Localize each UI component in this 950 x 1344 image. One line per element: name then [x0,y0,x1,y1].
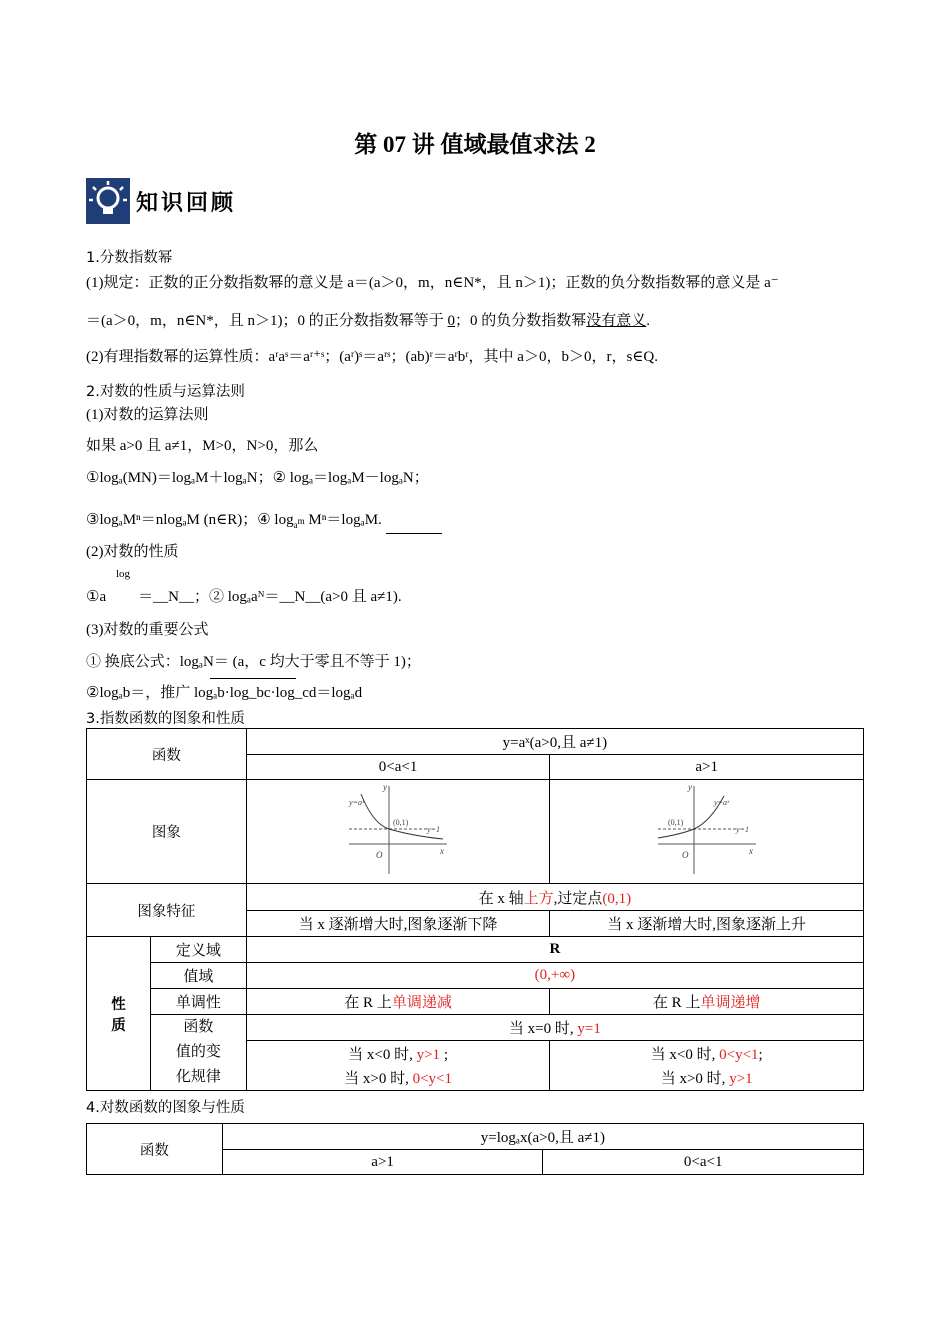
log-case-2: 0<a<1 [543,1150,864,1175]
line-label: y=1 [427,825,441,834]
curve-label: y=aˣ [713,798,729,807]
s3-heading: 3.指数函数的图象和性质 [86,711,245,727]
graph-label: 图象 [87,780,247,884]
graph-increasing [550,780,864,884]
s2-sub3: (3)对数的重要公式 [86,622,209,638]
s2-sub1: (1)对数的运算法则 [86,407,209,423]
mono-2: 在 R 上单调递增 [550,989,864,1015]
axis-y-label: y [687,782,692,792]
s2-rule1: ①logₐ(MN)＝logₐM＋logₐN；② logₐ＝logₐM－logₐN； [86,470,429,486]
fv-label: 函数 值的变 化规律 [150,1015,246,1091]
feature-label: 图象特征 [87,884,247,937]
log-case-1: a>1 [222,1150,543,1175]
func-def: y=aˣ(a>0,且 a≠1) [246,729,863,755]
domain-value: R [246,937,863,963]
mono-label: 单调性 [150,989,246,1015]
domain-label: 定义域 [150,937,246,963]
blank-line [386,533,442,534]
func-label: 函数 [87,729,247,780]
s2-sub2: (2)对数的性质 [86,544,179,560]
feature-2: 当 x 逐渐增大时,图象逐渐上升 [550,911,864,937]
fv-common: 当 x=0 时, y=1 [246,1015,863,1041]
fv-2a: 当 x<0 时, 0<y<1; [550,1041,864,1066]
axis-y-label: y [383,782,388,792]
mono-1: 在 R 上单调递减 [246,989,550,1015]
s2-heading: 2.对数的性质与运算法则 [86,384,245,400]
feature-common: 在 x 轴上方,过定点(0,1) [246,884,863,911]
curve-label: y=aˣ [349,798,365,807]
decreasing-exp-graph [343,780,453,878]
range-label: 值域 [150,963,246,989]
s1-heading: 1.分数指数幂 [86,250,173,266]
fv-2b: 当 x>0 时, y>1 [550,1066,864,1091]
s1-p1a: (1)规定：正数的正分数指数幂的意义是 a＝(a＞0，m，n∈N*，且 n＞1)；正数的负分数指数幂的意义是 a⁻ [86,275,779,291]
axis-x-label: x [748,846,753,856]
fv-1b: 当 x>0 时, 0<y<1 [246,1066,550,1091]
point-label: (0,1) [667,818,684,827]
increasing-exp-graph [652,780,762,878]
origin-label: O [376,850,383,860]
point-label: (0,1) [393,818,409,827]
prop-label: 性 质 [87,937,151,1091]
s1-p1b: ＝(a＞0，m，n∈N*，且 n＞1)；0 的正分数指数幂等于 0；0 的负分数指数幂没有意义. [86,313,651,329]
s2-rule2: ③logₐMⁿ＝nlogₐM (n∈R)；④ $\log_{a^m} M^n=\log_aM$. [86,512,382,530]
s4-heading: 4.对数函数的图象与性质 [86,1100,245,1116]
feature-1: 当 x 逐渐增大时,图象逐渐下降 [246,911,550,937]
s1-p2: (2)有理指数幂的运算性质：aʳaˢ＝aʳ⁺ˢ；(aʳ)ˢ＝aʳˢ；(ab)ʳ＝aʳbʳ，其中 a＞0，b＞0，r，s∈Q. [86,349,658,365]
s2-rule5: ②logₐb＝，推广 logₐb·log_bc·log_cd＝logₐd [86,685,363,701]
case-1: 0<a<1 [246,755,550,780]
s2-rule4: ① 换底公式：logₐN＝ (a，c 均大于零且不等于 1)； [86,654,421,670]
logo-text: 知识回顾 [136,191,237,216]
log-function-table [86,1123,864,1175]
log-func-def: y=logₐx(a>0,且 a≠1) [222,1124,863,1150]
page-title: 第 07 讲 值域最值求法 2 [354,132,596,157]
s2-r3-log: log [116,568,131,580]
axis-x-label: x [440,846,445,856]
s2-rule3: ①a ＝__N__；② logₐaᴺ＝__N__(a>0 且 a≠1). [86,589,402,605]
fv-1a: 当 x<0 时, y>1 ; [246,1041,550,1066]
overline [210,678,296,679]
range-value: (0,+∞) [246,963,863,989]
case-2: a>1 [550,755,864,780]
exp-function-table [86,728,864,1091]
log-func-label: 函数 [87,1124,223,1175]
graph-decreasing [246,780,550,884]
s2-cond: 如果 a>0 且 a≠1，M>0，N>0，那么 [86,438,319,454]
origin-label: O [681,850,689,860]
line-label: y=1 [735,825,749,834]
section-logo [86,178,246,228]
lightbulb-icon [86,178,130,224]
